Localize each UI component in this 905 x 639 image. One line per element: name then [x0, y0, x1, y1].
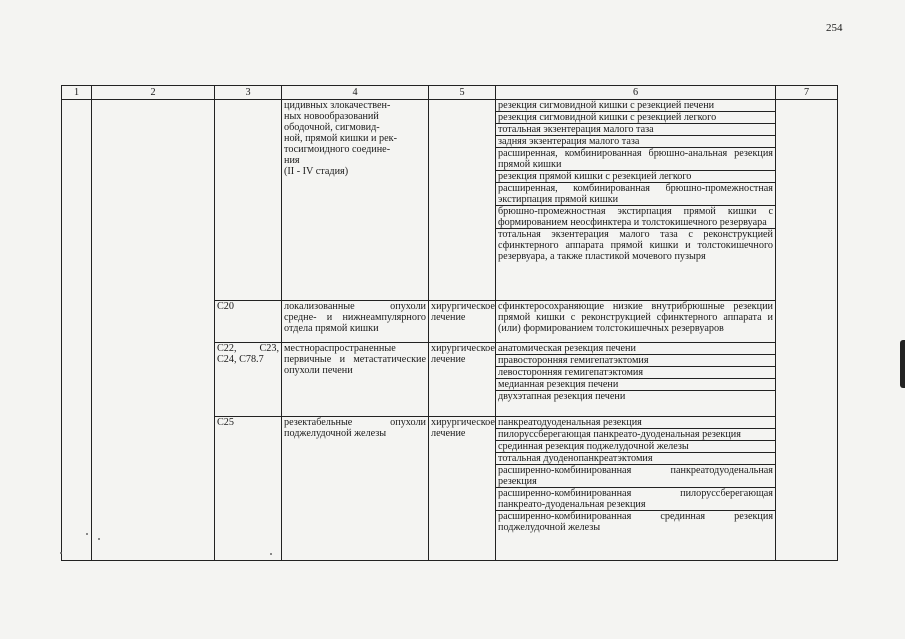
method-item: сфинктеросохраняющие низкие внутрибрюшные резекции прямой кишки с реконструкцией сфинктерного аппарата и (или) формированием толстокишечных резервуаров	[498, 300, 773, 334]
column-header: 5	[429, 86, 496, 100]
method-item: резекция прямой кишки с резекцией легкого	[496, 171, 775, 183]
treatment-cell	[429, 100, 496, 301]
column-header: 1	[62, 86, 92, 100]
scan-speck	[86, 533, 88, 535]
number-cell	[62, 100, 92, 561]
code-cell: C20	[215, 300, 282, 342]
group-cell	[92, 100, 215, 561]
page-number: 254	[826, 22, 843, 34]
method-item: резекция сигмовидной кишки с резекцией печени	[496, 100, 775, 112]
condition-cell: местнораспространенные первичные и метастатические опухоли печени	[282, 342, 429, 416]
column-header: 4	[282, 86, 429, 100]
method-item: расширенно-комбинированная срединная резекция поджелудочной железы	[498, 510, 773, 533]
column-number-row	[62, 86, 838, 100]
scan-edge-mark	[900, 340, 905, 388]
column-header: 7	[776, 86, 838, 100]
scan-speck	[60, 552, 62, 554]
method-item: расширенная, комбинированная брюшно-анальная резекция прямой кишки	[498, 148, 773, 170]
code-cell: C25	[215, 416, 282, 560]
methods-cell	[496, 100, 776, 301]
treatment-cell: хирургическое лечение	[429, 342, 496, 416]
method-item: тотальная экзентерация малого таза	[496, 124, 775, 136]
scan-speck	[270, 553, 272, 555]
methods-cell	[496, 416, 776, 560]
condition-cell: резектабельные опухоли поджелудочной железы	[282, 416, 429, 560]
method-item: задняя экзентерация малого таза	[496, 136, 775, 148]
method-item: срединная резекция поджелудочной железы	[496, 440, 775, 452]
method-item: левосторонняя гемигепатэктомия	[496, 366, 775, 378]
notes-cell	[776, 100, 838, 561]
treatment-cell: хирургическое лечение	[429, 416, 496, 560]
method-item: тотальная экзентерация малого таза с реконструкцией сфинктерного аппарата прямой кишки и толстокишечного резервуара, а также пластикой мочевого пузыря	[498, 229, 773, 262]
method-item: медианная резекция печени	[496, 378, 775, 390]
method-item: расширенно-комбинированная панкреатодуоденальная резекция	[498, 464, 773, 487]
methods-list	[496, 301, 775, 334]
method-item: резекция сигмовидной кишки с резекцией легкого	[496, 112, 775, 124]
method-item: правосторонняя гемигепатэктомия	[496, 354, 775, 366]
method-item: панкреатодуоденальная резекция	[496, 417, 775, 429]
methods-list	[496, 100, 775, 262]
methods-cell	[496, 300, 776, 342]
method-item: двухэтапная резекция печени	[498, 390, 626, 402]
method-item: расширенная, комбинированная брюшно-промежностная экстирпация прямой кишки	[498, 183, 773, 205]
condition-cell: локализованные опухоли средне- и нижнеампулярного отдела прямой кишки	[282, 300, 429, 342]
column-header: 6	[496, 86, 776, 100]
column-header: 2	[92, 86, 215, 100]
column-header: 3	[215, 86, 282, 100]
method-item: анатомическая резекция печени	[496, 343, 775, 355]
table-row	[62, 100, 838, 301]
condition-cell: цидивных злокачествен- ных новообразований ободочной, сигмовид- ной, прямой кишки и рек- тосигмоидного соедине- ния (II - IV стадия)	[282, 100, 429, 301]
method-item: пилоруссберегающая панкреато-дуоденальная резекция	[496, 428, 775, 440]
code-cell: C22, C23, C24, C78.7	[215, 342, 282, 416]
scan-speck	[98, 538, 100, 540]
method-item: брюшно-промежностная экстирпация прямой кишки с формированием неосфинктера и толстокишечного резервуара	[498, 206, 773, 228]
methods-list	[496, 343, 775, 402]
methods-list	[496, 417, 775, 533]
treatment-cell: хирургическое лечение	[429, 300, 496, 342]
methods-cell	[496, 342, 776, 416]
method-item: тотальная дуоденопанкреатэктомия	[496, 452, 775, 464]
method-item: расширенно-комбинированная пилоруссберегающая панкреато-дуоденальная резекция	[498, 487, 773, 510]
medical-procedures-table	[61, 85, 838, 561]
code-cell	[215, 100, 282, 301]
